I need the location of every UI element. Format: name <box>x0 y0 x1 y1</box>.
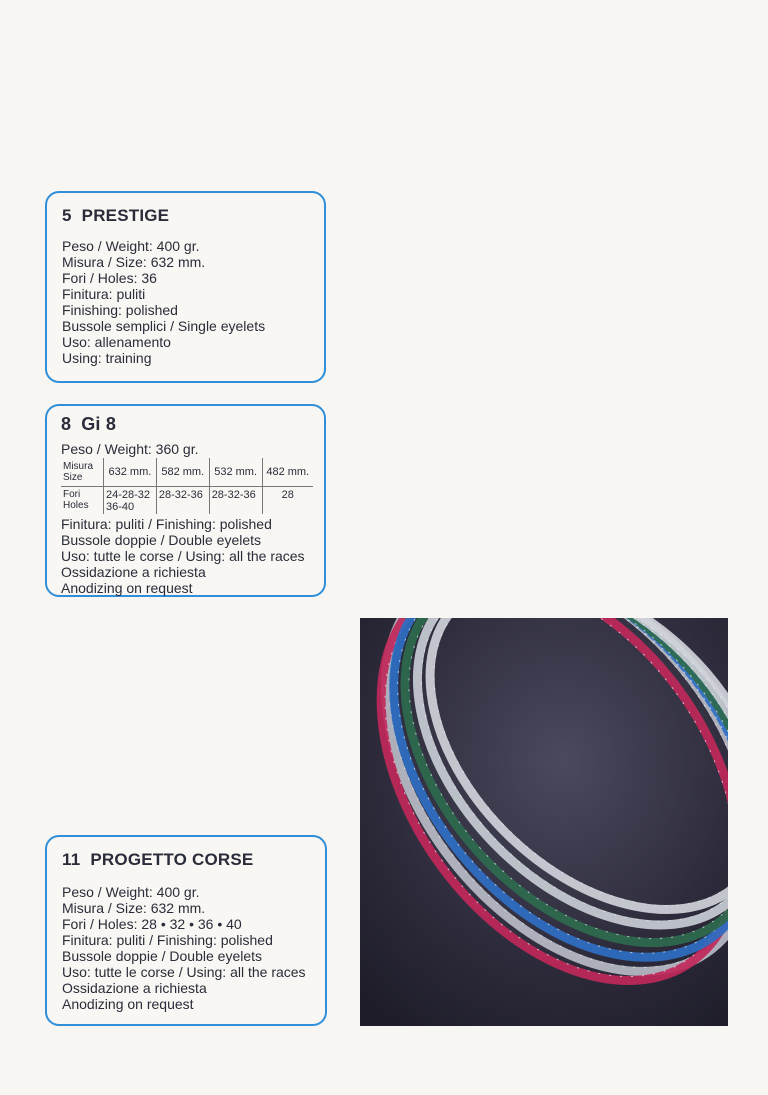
table-cell <box>156 487 209 515</box>
table-cell: 632 mm. <box>104 458 157 487</box>
spec-line: Finitura: puliti <box>62 286 146 302</box>
spec-line: Bussole doppie / Double eyelets <box>62 948 263 964</box>
spec-line: Ossidazione a richiesta <box>61 564 206 580</box>
spec-line: Finitura: puliti / Finishing: polished <box>61 516 272 532</box>
table-cell <box>262 487 313 515</box>
spec-line: Fori / Holes: 28 • 32 • 36 • 40 <box>62 916 242 932</box>
spec-line: Bussole semplici / Single eyelets <box>62 318 266 334</box>
spec-line: Anodizing on request <box>62 996 194 1012</box>
spec-line: Peso / Weight: 400 gr. <box>62 884 200 900</box>
product-number: 11 <box>62 850 81 869</box>
product-number: 5 <box>62 206 72 225</box>
card-title <box>61 414 312 435</box>
spec-line: Uso: allenamento <box>62 334 171 350</box>
spec-line: Finitura: puliti / Finishing: polished <box>62 932 273 948</box>
spec-line: Misura / Size: 632 mm. <box>62 254 206 270</box>
spec-line: Anodizing on request <box>61 580 193 596</box>
row-label-text: Size <box>63 472 83 483</box>
table-cell <box>104 487 157 515</box>
rims-illustration <box>360 618 728 1026</box>
cell-text: 24-28-32 <box>106 489 151 501</box>
spec-line: Finishing: polished <box>62 302 178 318</box>
spec-list <box>62 884 311 1012</box>
table-cell <box>209 487 262 515</box>
table-row <box>61 487 313 515</box>
row-label-text: Fori <box>63 489 81 500</box>
row-label-text: Misura <box>63 461 94 472</box>
spec-line: Uso: tutte le corse / Using: all the races <box>61 548 305 564</box>
spec-list <box>61 441 312 457</box>
cell-text: 28-32-36 <box>211 489 256 501</box>
cell-text: 36-40 <box>106 501 135 513</box>
rims-photo <box>360 618 728 1026</box>
product-card-prestige <box>45 191 326 383</box>
product-number: 8 <box>61 414 72 434</box>
spec-list <box>61 516 312 596</box>
spec-list <box>62 238 310 366</box>
table-cell: 582 mm. <box>156 458 209 487</box>
row-label-holes <box>61 487 104 515</box>
cell-text: 28-32-36 <box>158 489 203 501</box>
cell-text: 28 <box>281 489 294 501</box>
size-holes-table <box>61 458 313 514</box>
spec-line: Fori / Holes: 36 <box>62 270 157 286</box>
product-name: PRESTIGE <box>81 206 170 225</box>
spec-line: Uso: tutte le corse / Using: all the races <box>62 964 306 980</box>
spec-line: Misura / Size: 632 mm. <box>62 900 206 916</box>
card-title <box>62 850 311 870</box>
table-row <box>61 458 313 487</box>
spec-line: Peso / Weight: 360 gr. <box>61 441 199 457</box>
spec-line: Peso / Weight: 400 gr. <box>62 238 200 254</box>
product-name: PROGETTO CORSE <box>90 850 254 869</box>
table-cell: 482 mm. <box>262 458 313 487</box>
row-label-text: Holes <box>63 500 89 511</box>
product-card-gi8 <box>45 404 326 597</box>
spec-line: Using: training <box>62 350 152 366</box>
product-name: Gi 8 <box>81 414 117 434</box>
row-label-size <box>61 458 104 487</box>
card-title <box>62 206 310 226</box>
product-card-progetto-corse <box>45 835 327 1026</box>
table-cell: 532 mm. <box>209 458 262 487</box>
spec-line: Bussole doppie / Double eyelets <box>61 532 262 548</box>
spec-line: Ossidazione a richiesta <box>62 980 207 996</box>
